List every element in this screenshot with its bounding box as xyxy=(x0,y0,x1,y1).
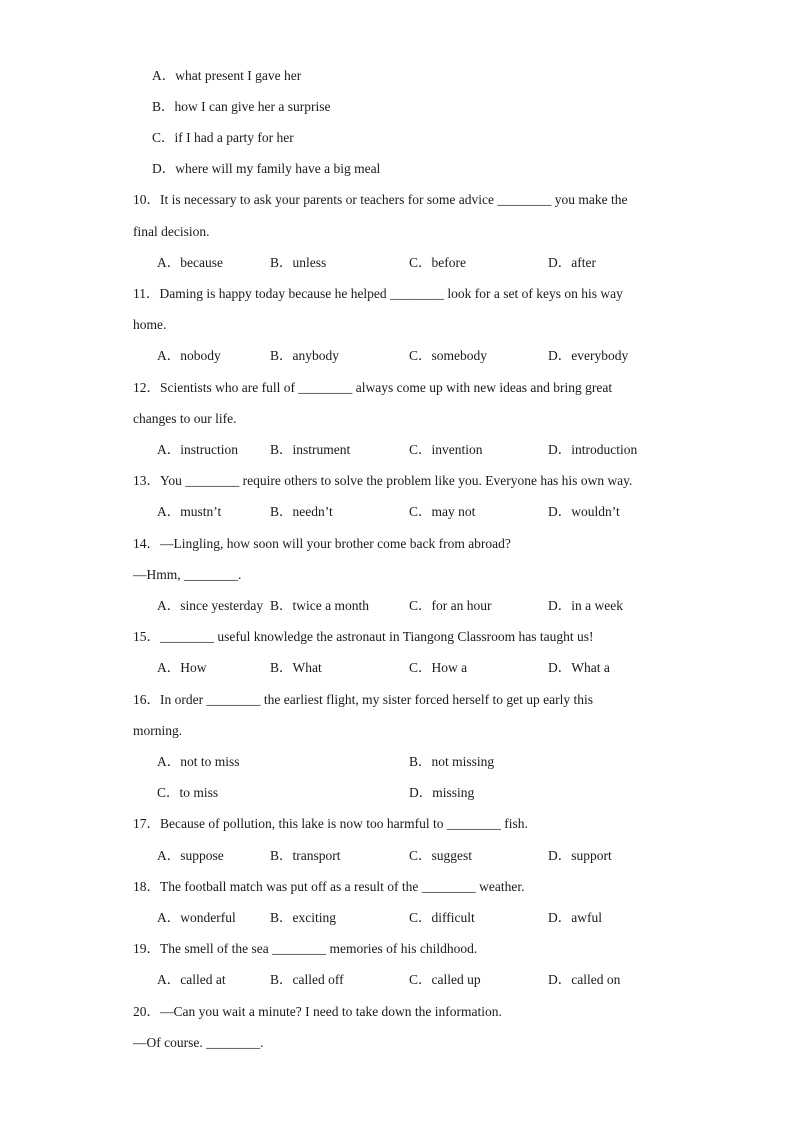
q18-option-a: A．wonderful xyxy=(157,910,236,925)
q14-stem-line1: 14．—Lingling, how soon will your brother come back from abroad? xyxy=(133,536,511,551)
q15-stem-line1: 15．________ useful knowledge the astronaut in Tiangong Classroom has taught us! xyxy=(133,629,594,644)
q15-option-b: B．What xyxy=(270,660,322,675)
q11-option-b: B．anybody xyxy=(270,348,339,363)
q12-stem-line1: 12．Scientists who are full of ________ always come up with new ideas and bring great xyxy=(133,380,613,395)
q16-option-c: C．to miss xyxy=(157,785,219,800)
q10-option-b: B．unless xyxy=(270,255,327,270)
q12-option-d: D．introduction xyxy=(548,442,638,457)
q19-option-c: C．called up xyxy=(409,972,481,987)
q12-stem-line2: changes to our life. xyxy=(133,411,237,426)
q10-option-d: D．after xyxy=(548,255,596,270)
q11-stem-line2: home. xyxy=(133,317,167,332)
q16-option-b: B．not missing xyxy=(409,754,495,769)
q19-option-d: D．called on xyxy=(548,972,621,987)
q18-option-d: D．awful xyxy=(548,910,602,925)
q11-option-a: A．nobody xyxy=(157,348,221,363)
q11-stem-line1: 11．Daming is happy today because he helped ________ look for a set of keys on his way xyxy=(133,286,623,301)
q16-stem-line1: 16．In order ________ the earliest flight, my sister forced herself to get up early this xyxy=(133,692,594,707)
q9-option-c: C．if I had a party for her xyxy=(152,130,294,145)
q17-option-d: D．support xyxy=(548,848,612,863)
q10-stem-line2: final decision. xyxy=(133,224,210,239)
q20-stem-line2: —Of course. ________. xyxy=(133,1035,264,1050)
q9-option-a: A．what present I gave her xyxy=(152,68,302,83)
q16-stem-line2: morning. xyxy=(133,723,183,738)
q13-option-d: D．wouldn’t xyxy=(548,504,620,519)
q9-option-b: B．how I can give her a surprise xyxy=(152,99,331,114)
q14-stem-line2: —Hmm, ________. xyxy=(133,567,242,582)
q13-option-a: A．mustn’t xyxy=(157,504,222,519)
q14-option-a: A．since yesterday xyxy=(157,598,264,613)
q12-option-c: C．invention xyxy=(409,442,483,457)
q13-option-c: C．may not xyxy=(409,504,476,519)
q18-option-b: B．exciting xyxy=(270,910,336,925)
q12-option-b: B．instrument xyxy=(270,442,351,457)
q17-option-b: B．transport xyxy=(270,848,341,863)
q13-option-b: B．needn’t xyxy=(270,504,333,519)
q11-option-d: D．everybody xyxy=(548,348,629,363)
q10-option-c: C．before xyxy=(409,255,466,270)
q15-option-a: A．How xyxy=(157,660,207,675)
q20-stem-line1: 20．—Can you wait a minute? I need to take down the information. xyxy=(133,1004,502,1019)
q19-option-b: B．called off xyxy=(270,972,344,987)
q19-option-a: A．called at xyxy=(157,972,226,987)
q16-option-a: A．not to miss xyxy=(157,754,240,769)
q11-option-c: C．somebody xyxy=(409,348,488,363)
q9-option-d: D．where will my family have a big meal xyxy=(152,161,381,176)
q18-stem-line1: 18．The football match was put off as a result of the ________ weather. xyxy=(133,879,525,894)
q10-option-a: A．because xyxy=(157,255,223,270)
q18-option-c: C．difficult xyxy=(409,910,475,925)
q14-option-d: D．in a week xyxy=(548,598,623,613)
q14-option-b: B．twice a month xyxy=(270,598,369,613)
q13-stem-line1: 13．You ________ require others to solve the problem like you. Everyone has his own way. xyxy=(133,473,633,488)
q17-stem-line1: 17．Because of pollution, this lake is now too harmful to ________ fish. xyxy=(133,816,528,831)
q10-stem-line1: 10．It is necessary to ask your parents or teachers for some advice ________ you make the xyxy=(133,192,628,207)
q15-option-c: C．How a xyxy=(409,660,468,675)
q14-option-c: C．for an hour xyxy=(409,598,492,613)
q16-option-d: D．missing xyxy=(409,785,475,800)
q15-option-d: D．What a xyxy=(548,660,610,675)
q12-option-a: A．instruction xyxy=(157,442,238,457)
q19-stem-line1: 19．The smell of the sea ________ memories of his childhood. xyxy=(133,941,478,956)
q17-option-c: C．suggest xyxy=(409,848,473,863)
q17-option-a: A．suppose xyxy=(157,848,224,863)
